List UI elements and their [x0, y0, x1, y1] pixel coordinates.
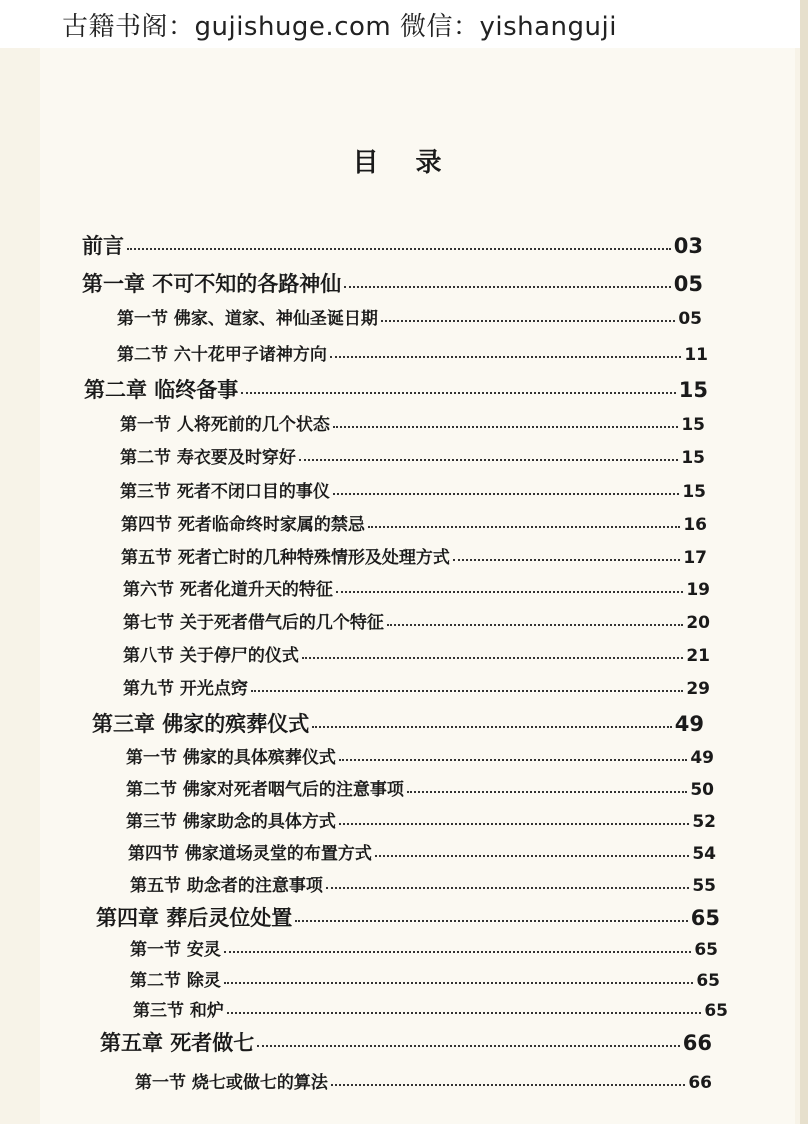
toc-section-row: [123, 641, 710, 666]
toc-entry-label: 第一节 烧七或做七的算法: [135, 1073, 328, 1093]
toc-section-row: [120, 443, 705, 468]
dot-leader: [333, 426, 678, 428]
toc-page-number: 15: [682, 482, 706, 502]
dot-leader: [224, 951, 691, 953]
toc-page-number: 55: [692, 876, 716, 896]
toc-section-row: [120, 410, 705, 435]
toc-entry-label: 第四节 死者临命终时家属的禁忌: [121, 515, 365, 535]
dot-leader: [331, 1084, 685, 1086]
dot-leader: [407, 791, 687, 793]
dot-leader: [453, 559, 680, 561]
toc-chapter-row: [96, 902, 720, 932]
toc-chapter-row: [92, 708, 704, 738]
dot-leader: [368, 526, 680, 528]
toc-entry-label: 第二节 六十花甲子诸神方向: [117, 345, 327, 365]
toc-page-number: 11: [684, 345, 708, 365]
toc-page-number: 54: [692, 844, 716, 864]
toc-entry-label: 第八节 关于停尸的仪式: [123, 646, 299, 666]
dot-leader: [257, 1045, 679, 1047]
toc-page-number: 15: [681, 415, 705, 435]
toc-section-row: [117, 304, 702, 329]
toc-chapter-row: [84, 374, 708, 404]
toc-page-number: 66: [682, 1031, 712, 1055]
toc-page-number: 15: [681, 448, 705, 468]
toc-page-number: 65: [694, 940, 718, 960]
toc-page-number: 15: [678, 378, 708, 402]
dot-leader: [241, 392, 675, 394]
toc-page-number: 65: [690, 906, 720, 930]
toc-page-number: 20: [686, 613, 710, 633]
toc-entry-label: 第五节 助念者的注意事项: [130, 876, 323, 896]
watermark-header: [0, 0, 808, 48]
toc-entry-label: 第三章 佛家的殡葬仪式: [92, 711, 310, 736]
toc-page-number: 66: [688, 1073, 712, 1093]
toc-section-row: [123, 575, 710, 600]
toc-page-number: 19: [686, 580, 710, 600]
toc-page-number: 49: [690, 748, 714, 768]
toc-entry-label: 第五节 死者亡时的几种特殊情形及处理方式: [121, 548, 450, 568]
dot-leader: [251, 690, 683, 692]
dot-leader: [344, 286, 670, 288]
dot-leader: [387, 624, 683, 626]
toc-section-row: [123, 674, 710, 699]
toc-page-number: 05: [673, 272, 703, 296]
toc-section-row: [128, 839, 716, 864]
toc-entry-label: 第四节 佛家道场灵堂的布置方式: [128, 844, 372, 864]
toc-entry-label: 第一节 佛家的具体殡葬仪式: [126, 748, 336, 768]
dot-leader: [336, 591, 683, 593]
toc-section-row: [117, 340, 708, 365]
dot-leader: [339, 759, 687, 761]
toc-entry-label: 第一节 人将死前的几个状态: [120, 415, 330, 435]
dot-leader: [127, 248, 671, 250]
toc-section-row: [123, 608, 710, 633]
toc-page-number: 50: [690, 780, 714, 800]
toc-chapter-row: [82, 268, 703, 298]
toc-page-number: 16: [683, 515, 707, 535]
toc-section-row: [130, 935, 718, 960]
dot-leader: [227, 1012, 701, 1014]
dot-leader: [295, 920, 687, 922]
toc-entry-label: 第一章 不可不知的各路神仙: [82, 271, 342, 296]
toc-entry-label: 第五章 死者做七: [100, 1030, 255, 1055]
toc-page-number: 05: [678, 309, 702, 329]
watermark-text: 古籍书阁：gujishuge.com 微信：yishanguji: [62, 12, 617, 42]
toc-entry-label: 第六节 死者化道升天的特征: [123, 580, 333, 600]
toc-chapter-row: [82, 230, 703, 260]
toc-page-number: 65: [696, 971, 720, 991]
toc-entry-label: 第四章 葬后灵位处置: [96, 905, 293, 930]
toc-chapter-row: [100, 1027, 712, 1057]
toc-entry-label: 第三节 死者不闭口目的事仪: [120, 482, 330, 502]
toc-section-row: [135, 1068, 712, 1093]
toc-entry-label: 第二节 寿衣要及时穿好: [120, 448, 296, 468]
toc-entry-label: 第二节 佛家对死者咽气后的注意事项: [126, 780, 404, 800]
toc-entry-label: 前言: [82, 233, 124, 258]
toc-entry-label: 第三节 佛家助念的具体方式: [126, 812, 336, 832]
toc-section-row: [126, 807, 716, 832]
toc-entry-label: 第一节 佛家、道家、神仙圣诞日期: [117, 309, 378, 329]
dot-leader: [224, 982, 693, 984]
dot-leader: [326, 887, 689, 889]
toc-entry-label: 第九节 开光点窍: [123, 679, 248, 699]
toc-page-number: 52: [692, 812, 716, 832]
toc-title: 目 录: [352, 148, 456, 178]
dot-leader: [333, 493, 679, 495]
toc-section-row: [121, 510, 707, 535]
toc-page-number: 65: [704, 1001, 728, 1021]
toc-section-row: [126, 775, 714, 800]
toc-entry-label: 第二章 临终备事: [84, 377, 239, 402]
dot-leader: [375, 855, 689, 857]
dot-leader: [381, 320, 675, 322]
toc-page-number: 49: [674, 712, 704, 736]
toc-section-row: [120, 477, 706, 502]
toc-section-row: [121, 543, 707, 568]
toc-page-number: 21: [686, 646, 710, 666]
dot-leader: [302, 657, 683, 659]
toc-entry-label: 第七节 关于死者借气后的几个特征: [123, 613, 384, 633]
toc-entry-label: 第一节 安灵: [130, 940, 221, 960]
toc-entry-label: 第三节 和炉: [133, 1001, 224, 1021]
toc-section-row: [130, 966, 720, 991]
dot-leader: [312, 726, 671, 728]
toc-entry-label: 第二节 除灵: [130, 971, 221, 991]
toc-page-number: 17: [683, 548, 707, 568]
dot-leader: [339, 823, 689, 825]
toc-section-row: [126, 743, 714, 768]
dot-leader: [330, 356, 681, 358]
toc-page-number: 29: [686, 679, 710, 699]
toc-section-row: [133, 996, 728, 1021]
toc-page-number: 03: [673, 234, 703, 258]
toc-section-row: [130, 871, 716, 896]
dot-leader: [299, 459, 678, 461]
